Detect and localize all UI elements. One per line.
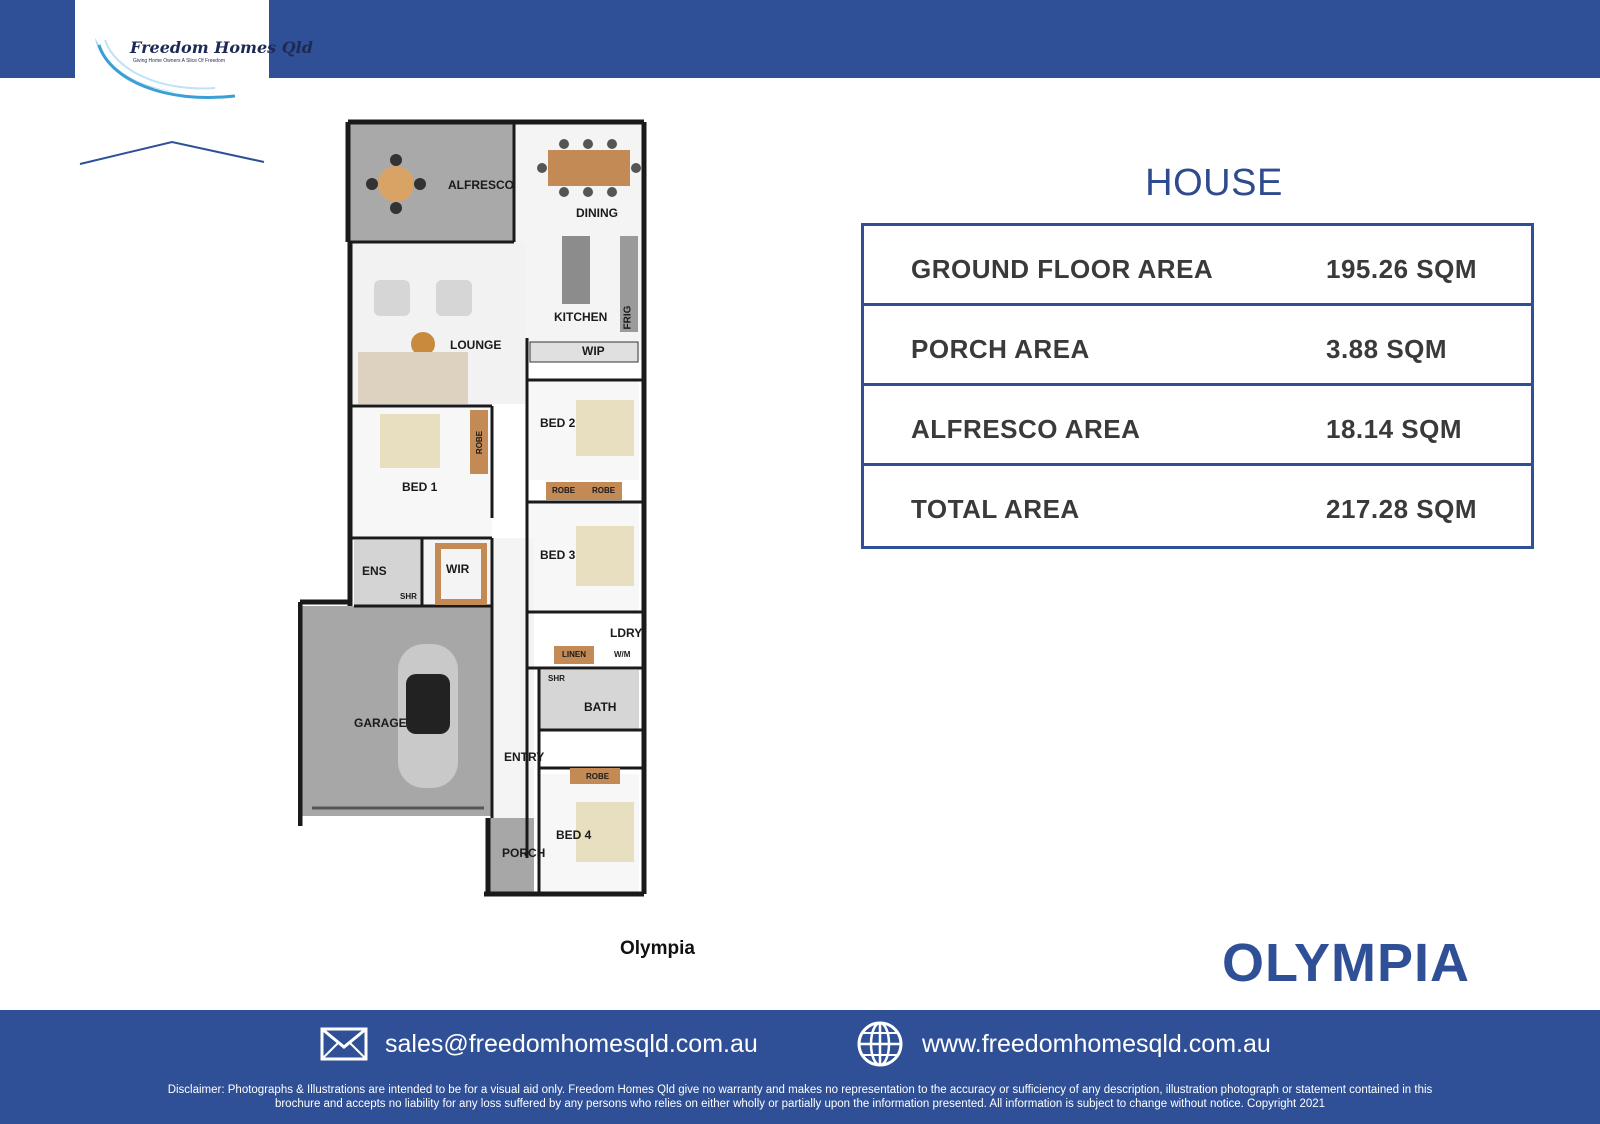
room-label-linen: LINEN (562, 650, 586, 659)
roof-line (78, 138, 266, 166)
area-label: GROUND FLOOR AREA (911, 254, 1214, 284)
area-row (864, 226, 1531, 306)
plan-labels (298, 118, 722, 918)
room-label-dining: DINING (576, 206, 618, 220)
room-label-lounge: LOUNGE (450, 338, 502, 352)
room-label-bed1: BED 1 (402, 480, 438, 494)
disclaimer-line-1: Disclaimer: Photographs & Illustrations are intended to be for a visual aid only. Freedom Homes Qld give no warranty and makes no representation to the accuracy or sufficiency of any description, illustration photograph or statement contained in this (167, 1084, 1433, 1096)
room-label-robe2a: ROBE (552, 486, 576, 495)
room-label-garage: GARAGE (354, 716, 407, 730)
room-label-wir: WIR (446, 562, 470, 576)
disclaimer-line-2: brochure and accepts no liability for any loss suffered by any persons who relies on either wholly or partially upon the information presented. All information is subject to change without notice. Copyright 2021 (274, 1098, 1326, 1110)
room-label-frig: FRIG (622, 305, 634, 330)
brand-tagline: Giving Home Owners A Slice Of Freedom (133, 58, 225, 64)
area-label: ALFRESCO AREA (911, 414, 1141, 444)
footer (0, 1010, 1600, 1124)
area-row (864, 306, 1531, 386)
room-label-alfresco: ALFRESCO (448, 178, 514, 192)
area-value: 195.26 SQM (1326, 254, 1477, 284)
disclaimer (80, 1083, 1520, 1111)
plan-caption: Olympia (620, 938, 695, 959)
room-label-kitchen: KITCHEN (554, 310, 608, 324)
area-value: 3.88 SQM (1326, 334, 1448, 364)
globe-icon (856, 1020, 904, 1068)
room-label-porch: PORCH (502, 846, 546, 860)
area-label: TOTAL AREA (911, 494, 1080, 524)
area-row (864, 466, 1531, 546)
room-label-entry: ENTRY (504, 750, 545, 764)
area-table (861, 223, 1534, 549)
brand-name: Freedom Homes Qld (130, 38, 313, 57)
area-heading: HOUSE (1145, 162, 1283, 204)
room-label-wm: W/M (614, 650, 631, 659)
room-label-bath: BATH (584, 700, 617, 714)
room-label-ens: ENS (362, 564, 387, 578)
room-label-robe1: ROBE (475, 430, 485, 455)
room-label-robe4: ROBE (586, 772, 610, 781)
mail-icon (320, 1027, 368, 1061)
website-link[interactable]: www.freedomhomesqld.com.au (922, 1030, 1271, 1058)
area-row (864, 386, 1531, 466)
area-value: 18.14 SQM (1326, 414, 1463, 444)
email-link[interactable]: sales@freedomhomesqld.com.au (385, 1030, 758, 1058)
area-value: 217.28 SQM (1326, 494, 1477, 524)
room-label-bed4: BED 4 (556, 828, 592, 842)
room-label-ldry: LDRY (610, 626, 643, 640)
model-name: OLYMPIA (1222, 933, 1471, 993)
room-label-robe2b: ROBE (592, 486, 616, 495)
room-label-shr1: SHR (400, 592, 417, 601)
area-label: PORCH AREA (911, 334, 1090, 364)
room-label-wip: WIP (582, 344, 605, 358)
room-label-shr2: SHR (548, 674, 565, 683)
room-label-bed3: BED 3 (540, 548, 576, 562)
room-label-bed2: BED 2 (540, 416, 576, 430)
logo[interactable] (75, 0, 313, 118)
